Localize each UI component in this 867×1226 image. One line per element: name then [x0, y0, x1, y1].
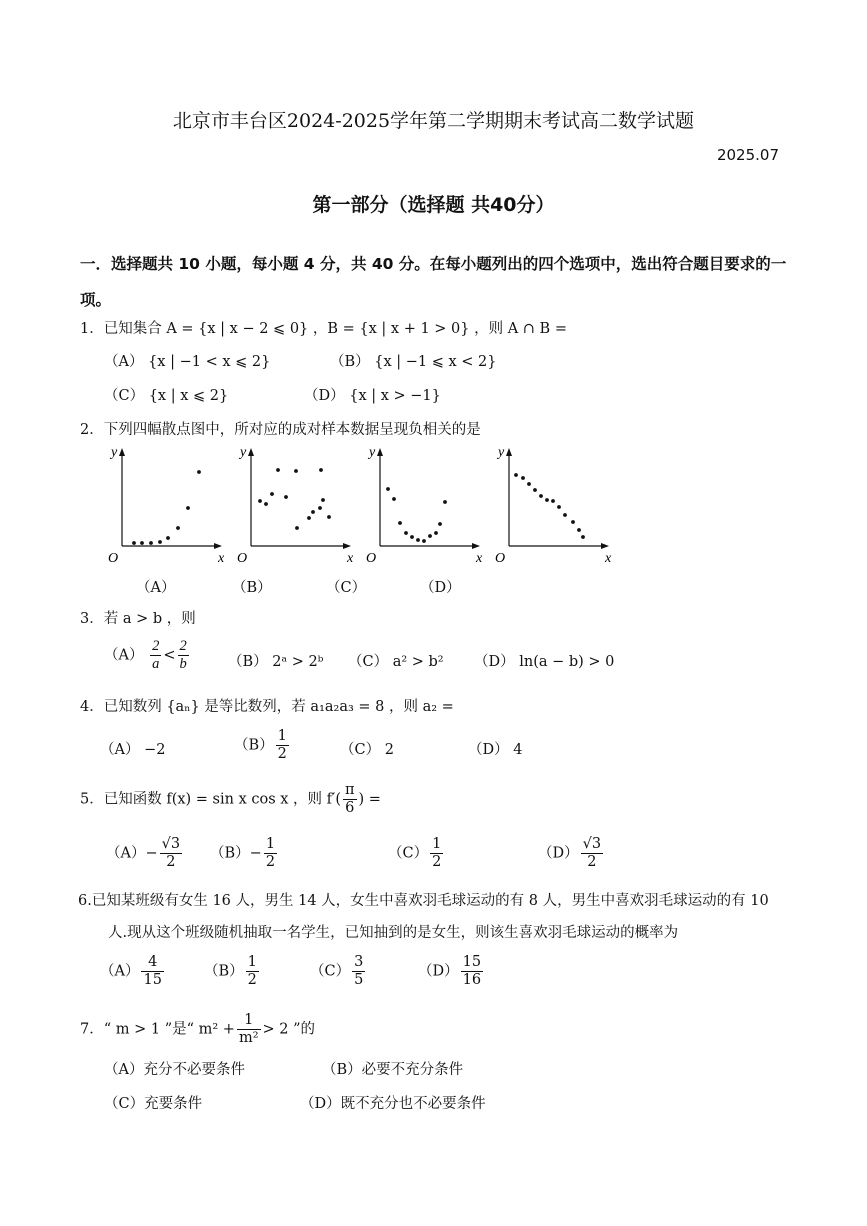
plot-a-point: [140, 541, 144, 545]
plot-b-point: [321, 498, 325, 502]
plot-b-origin-label: O: [237, 551, 248, 566]
exam-date: 2025.07: [716, 146, 779, 164]
plot-b-x-arrow: [343, 543, 351, 549]
plot-c-y-arrow: [377, 448, 383, 456]
plot-d-point: [545, 498, 549, 502]
plot-d-point: [581, 535, 585, 539]
q2-label-c: （C）: [326, 580, 367, 596]
q3-option-a-label: （A）: [104, 647, 144, 664]
q6-option-a: （A） $\frac{4}{15}$: [100, 954, 162, 988]
exam-title: 北京市丰台区2024-2025学年第二学期期末考试高二数学试题: [172, 110, 695, 132]
q3-less-than: <: [163, 647, 176, 664]
plot-b-point: [284, 495, 288, 499]
q1-stem: 1．已知集合 A = {x | x − 2 ⩽ 0} ，B = {x | x + 1 > 0} ，则 A ∩ B =: [80, 321, 567, 337]
plot-d-point: [521, 476, 525, 480]
plot-d-point: [527, 482, 531, 486]
q2-label-b: （B）: [232, 580, 272, 596]
q6-option-d: （D） $\frac{15}{16}$: [418, 954, 482, 988]
q7-option-b: （B）必要不充分条件: [322, 1062, 464, 1078]
plot-b-point: [264, 502, 268, 506]
q5-option-d: （D） $\frac{√3}{2}$: [538, 836, 602, 870]
plot-c-x-arrow: [472, 543, 480, 549]
q6-option-b: （B） $\frac{1}{2}$: [204, 954, 257, 988]
plot-a-point: [176, 526, 180, 530]
plot-c-point: [428, 534, 432, 538]
plot-d-point: [514, 473, 518, 477]
plot-b-point: [307, 516, 311, 520]
q1-option-a: （A） {x | −1 < x ⩽ 2}: [104, 354, 271, 370]
q6-option-c: （C） $\frac{3}{5}$: [310, 954, 364, 988]
plot-a-point: [149, 541, 153, 545]
q7-option-a: （A）充分不必要条件: [104, 1062, 245, 1078]
q3-option-a: [104, 638, 191, 673]
q2-stem: 2．下列四幅散点图中，所对应的成对样本数据呈现负相关的是: [80, 422, 481, 438]
plot-c-point: [416, 538, 420, 542]
plot-b-x-label: x: [347, 551, 354, 566]
plot-d-y-arrow: [506, 448, 512, 456]
section-heading: 第一部分（选择题 共40分）: [312, 194, 555, 216]
plot-b-point: [311, 510, 315, 514]
q7-stem: 7．“ m > 1 ”是“ m² + $\frac{1}{\text{m²}}$ > 2 ”的: [80, 1012, 316, 1046]
plot-c-point: [422, 539, 426, 543]
plot-a-point: [132, 541, 136, 545]
plot-b-point: [258, 499, 262, 503]
q5-stem: 5．已知函数 f(x) = sin x cos x ，则 f′( $\frac{\pi}{6}$ ) =: [80, 782, 381, 816]
q3-option-c: （C） a² > b²: [348, 654, 444, 670]
q7-option-c: （C）充要条件: [104, 1096, 203, 1112]
q2-label-a: （A）: [136, 580, 176, 596]
q4-option-d: （D） 4: [468, 742, 523, 758]
plot-c-point: [392, 497, 396, 501]
plot-b-point: [318, 506, 322, 510]
q3-option-b: （B） 2ᵃ > 2ᵇ: [228, 654, 324, 670]
plot-b-point: [327, 515, 331, 519]
q5-option-a: （A）− $\frac{√3}{2}$: [106, 836, 181, 870]
q7-option-d: （D）既不充分也不必要条件: [300, 1096, 486, 1112]
plot-d-point: [539, 494, 543, 498]
plot-b-point: [294, 469, 298, 473]
q4-stem: 4．已知数列 {aₙ} 是等比数列，若 a₁a₂a₃ = 8 ，则 a₂ =: [80, 699, 454, 715]
plot-d-y-label: y: [498, 445, 505, 460]
plot-a-x-arrow: [214, 543, 222, 549]
plot-d-point: [577, 528, 581, 532]
plot-a-point: [166, 536, 170, 540]
plot-b-point: [295, 526, 299, 530]
q4-option-a: （A） −2: [100, 742, 166, 758]
plot-c-point: [438, 522, 442, 526]
plot-c-point: [404, 531, 408, 535]
q3-fraction-right: $\frac{2}{b}$: [179, 638, 187, 672]
q6-stem-line1: 6.已知某班级有女生 16 人，男生 14 人，女生中喜欢羽毛球运动的有 8 人，男生中喜欢羽毛球运动的有 10: [78, 893, 769, 909]
q5-option-b: （B）− $\frac{1}{2}$: [210, 836, 276, 870]
plot-a-y-label: y: [111, 445, 118, 460]
section-instruction: 一．选择题共 10 小题，每小题 4 分，共 40 分。在每小题列出的四个选项中，选出符合题目要求的一项。: [80, 255, 787, 309]
plot-c-point: [386, 487, 390, 491]
q4-option-c: （C） 2: [340, 742, 394, 758]
plot-c-origin-label: O: [366, 551, 377, 566]
plot-d-point: [533, 488, 537, 492]
plot-d-x-arrow: [601, 543, 609, 549]
q4-option-b: （B） $\frac{1}{2}$: [234, 728, 287, 762]
plot-b-point: [319, 468, 323, 472]
plot-c-y-label: y: [369, 445, 376, 460]
plot-a-origin-label: O: [108, 551, 119, 566]
plot-d-x-label: x: [605, 551, 612, 566]
q3-stem: 3．若 a > b ，则: [80, 611, 196, 627]
plot-c-x-label: x: [476, 551, 483, 566]
q1-option-c: （C） {x | x ⩽ 2}: [104, 388, 229, 404]
plot-c-point: [398, 521, 402, 525]
plot-a-y-arrow: [119, 448, 125, 456]
q1-option-b: （B） {x | −1 ⩽ x < 2}: [330, 354, 497, 370]
plot-c-point: [410, 535, 414, 539]
plot-d-point: [563, 513, 567, 517]
q2-scatter-plots: [96, 440, 626, 570]
plot-b-point: [270, 492, 274, 496]
q1-option-d: （D） {x | x > −1}: [304, 388, 441, 404]
plot-d-point: [557, 505, 561, 509]
q3-fraction-left: $\frac{2}{a}$: [152, 638, 160, 672]
plot-c-point: [434, 531, 438, 535]
plot-a-point: [197, 470, 201, 474]
q5-option-c: （C） $\frac{1}{2}$: [388, 836, 442, 870]
plot-d-origin-label: O: [495, 551, 506, 566]
plot-b-y-arrow: [248, 448, 254, 456]
plot-a-x-label: x: [218, 551, 225, 566]
plot-d-point: [551, 499, 555, 503]
plot-c-point: [443, 500, 447, 504]
q3-option-d: （D） ln(a − b) > 0: [474, 654, 615, 670]
plot-b-y-label: y: [240, 445, 247, 460]
plot-a-point: [158, 540, 162, 544]
plot-d-point: [571, 520, 575, 524]
plot-b-point: [276, 468, 280, 472]
q2-label-d: （D）: [420, 580, 461, 596]
q6-stem-line2: 人.现从这个班级随机抽取一名学生，已知抽到的是女生，则该生喜欢羽毛球运动的概率为: [108, 925, 679, 941]
plot-a-point: [186, 506, 190, 510]
